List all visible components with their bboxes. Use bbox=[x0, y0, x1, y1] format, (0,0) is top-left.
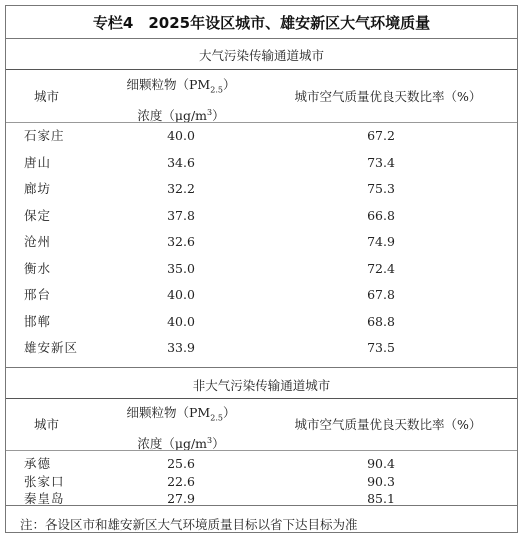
table-cell-city: 秦皇岛 bbox=[24, 491, 65, 506]
table-cell-pm: 25.6 bbox=[167, 456, 195, 471]
table-cell-city: 张家口 bbox=[24, 473, 65, 489]
table-cell-city: 邢台 bbox=[24, 287, 52, 302]
table-cell-pm: 32.6 bbox=[167, 234, 195, 249]
table-cell-city: 石家庄 bbox=[24, 128, 65, 143]
table-title: 专栏4 2025年设区城市、雄安新区大气环境质量 bbox=[92, 14, 431, 32]
table-cell-ratio: 75.3 bbox=[367, 181, 395, 196]
table-cell-pm: 32.2 bbox=[167, 181, 195, 196]
divider bbox=[6, 367, 517, 368]
table-cell-city: 雄安新区 bbox=[24, 340, 79, 355]
table-cell-pm: 34.6 bbox=[167, 154, 195, 170]
divider bbox=[6, 505, 517, 506]
header-city: 城市 bbox=[34, 89, 60, 104]
table-cell-city: 衡水 bbox=[24, 260, 52, 276]
table-cell-city: 邯郸 bbox=[24, 313, 52, 329]
table-cell-ratio: 67.2 bbox=[367, 128, 395, 143]
divider bbox=[6, 122, 517, 123]
table-cell-pm: 27.9 bbox=[167, 491, 195, 506]
table-cell-ratio: 90.3 bbox=[367, 473, 395, 489]
table-cell-ratio: 74.9 bbox=[367, 234, 395, 249]
table-cell-ratio: 66.8 bbox=[367, 207, 395, 223]
table-cell-city: 廊坊 bbox=[24, 181, 52, 196]
table-cell-ratio: 73.5 bbox=[367, 340, 395, 355]
table-cell-pm: 22.6 bbox=[167, 473, 195, 489]
divider bbox=[6, 398, 517, 399]
table-cell-pm: 35.0 bbox=[167, 260, 195, 276]
section-title-non-transport: 非大气污染传输通道城市 bbox=[192, 378, 331, 393]
table-cell-ratio: 67.8 bbox=[367, 287, 395, 302]
header-ratio: 城市空气质量优良天数比率（%） bbox=[294, 89, 482, 104]
table-cell-pm: 40.0 bbox=[167, 128, 195, 143]
table-cell-pm: 37.8 bbox=[167, 207, 195, 223]
table-cell-city: 沧州 bbox=[24, 234, 52, 249]
table-cell-ratio: 68.8 bbox=[367, 313, 395, 329]
table-cell-pm: 40.0 bbox=[167, 313, 195, 329]
header-pm: 细颗粒物$(PM_{2.5})$ 浓度$(\mu g/m^3)$ bbox=[126, 405, 236, 451]
header-pm: 细颗粒物$(PM_{2.5})$ 浓度$(\mu g/m^3)$ bbox=[126, 77, 236, 123]
header-ratio: 城市空气质量优良天数比率（%） bbox=[294, 417, 482, 432]
table-cell-ratio: 73.4 bbox=[367, 154, 395, 170]
table-cell-ratio: 90.4 bbox=[367, 456, 395, 471]
header-city: 城市 bbox=[34, 417, 60, 432]
table-frame bbox=[5, 5, 518, 533]
section-title-transport: 大气污染传输通道城市 bbox=[198, 48, 324, 63]
table-cell-ratio: 85.1 bbox=[367, 491, 395, 506]
divider bbox=[6, 69, 517, 70]
table-cell-pm: 40.0 bbox=[167, 287, 195, 302]
table-cell-city: 承德 bbox=[24, 456, 52, 471]
table-cell-pm: 33.9 bbox=[167, 340, 195, 355]
divider bbox=[6, 450, 517, 451]
footnote: 注：各设区市和雄安新区大气环境质量目标以省下达目标为准 bbox=[20, 517, 358, 532]
divider bbox=[6, 38, 517, 39]
table-cell-ratio: 72.4 bbox=[367, 260, 395, 276]
table-cell-city: 保定 bbox=[24, 207, 52, 223]
table-cell-city: 唐山 bbox=[24, 154, 52, 170]
